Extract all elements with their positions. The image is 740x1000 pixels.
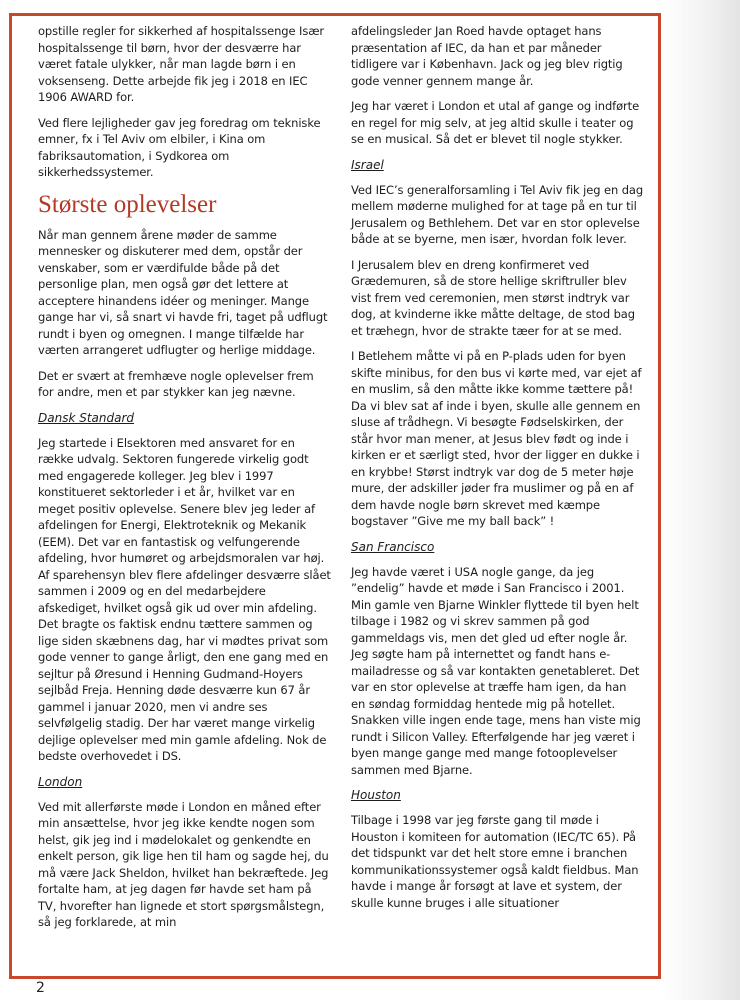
paragraph: Ved IEC’s generalforsamling i Tel Aviv fik jeg en dag mellem møderne mulighed for at tage på en tur til Jerusalem og Bethlehem. Det var en stor oplevelse både at se byerne, men især, hvordan folk lever. (351, 182, 644, 246)
subsection-title-san-francisco: San Francisco (351, 539, 435, 554)
paragraph: Jeg havde været i USA nogle gange, da jeg ”endelig” havde et møde i San Francisco i 2001. Min gamle ven Bjarne Winkler flyttede til byen helt tilbage i 1982 og vi skrev sammen på god gammeldags vis, men det gled ud efter nogle år. Jeg søgte ham på internettet og fandt hans e-mailadresse og så var kontakten genetableret. Det var en stor oplevelse at træffe ham igen, da han en søndag formiddag hentede mig på hotellet. Snakken ville ingen ende tage, mens han viste mig rundt i Silicon Valley. Efterfølgende har jeg været i byen mange gange med mange fotooplevelser sammen med Bjarne. (351, 564, 641, 777)
paragraph: Tilbage i 1998 var jeg første gang til møde i Houston i komiteen for automation (IEC/TC 65). På det tidspunkt var det helt store emne i branchen kommunikationssystemer også kaldt fieldbus. Man havde i mange år forsøgt at lave et system, der skulle kunne bruges i alle situationer (351, 813, 639, 910)
section-heading-storste-oplevelser: Største oplevelser (38, 190, 217, 218)
paragraph: Jeg har været i London et utal af gange og indførte en regel for mig selv, at jeg altid skulle i teater og se en musical. Så det er blevet til nogle stykker. (351, 99, 640, 146)
paragraph: Jeg startede i Elsektoren med ansvaret for en række udvalg. Sektoren fungerede virkelig godt med engagerede kolleger. Jeg blev i 1997 konstitueret sektorleder i et år, hvilket var en meget positiv oplevelse. Senere blev jeg leder af afdelingen for Energi, Elektroteknik og Mekanik (EEM). Det var en fantastisk og velfungerende afdeling, hvor humøret og arbejdsmoralen var høj. Af sparehensyn blev flere afdelinger desværre slået sammen i 2009 og en del medarbejdere afskediget, hvilket også gik ud over min afdeling. Det bragte os faktisk endnu tættere sammen og lige siden skæbnens dag, har vi mødtes privat som gode venner to gange årligt, den ene gang med en sejltur på Øresund i Henning Gudmand-Hoyers sejlbåd Freja. Henning døde desværre kun 67 år gammel i januar 2020, men vi andre ses selvfølgelig stadig. Der har været mange virkelig dejlige oplevelser med min gamle afdeling. Nok de bedste overhovedet i DS. (38, 435, 331, 763)
left-column (38, 23, 331, 972)
subsection-title-houston: Houston (351, 788, 401, 802)
page-border-frame (9, 13, 661, 979)
paragraph: opstille regler for sikkerhed af hospitalssenge Især hospitalssenge til børn, hvor der desværre har været fatale ulykker, når man lagde børn i en voksenseng. Dette arbejde fik jeg i 2018 en IEC 1906 AWARD for. (38, 24, 325, 104)
subsection-title-israel: Israel (351, 157, 384, 172)
paragraph: afdelingsleder Jan Roed havde optaget hans præsentation af IEC, da han et par måneder tidligere var i København. Jack og jeg blev rigtig gode venner gennem mange år. (351, 24, 623, 88)
paragraph: Det er svært at fremhæve nogle oplevelser frem for andre, men et par stykker kan jeg nævne. (38, 368, 314, 399)
paragraph: Når man gennem årene møder de samme mennesker og diskuterer med dem, opstår der venskaber, som er værdifulde både på det personlige plan, men også gør det lettere at acceptere hinandens idéer og meninger. Mange gange har vi, så snart vi havde fri, taget på udflugt rundt i byen og omegnen. I mange tilfælde har værten arrangeret udflugter og herlige middage. (38, 227, 328, 357)
page-edge-shadow (662, 0, 740, 1000)
subsection-title-dansk-standard: Dansk Standard (38, 410, 135, 425)
paragraph: I Betlehem måtte vi på en P-plads uden for byen skifte minibus, for den bus vi kørte med, var ejet af en muslim, så den måtte ikke komme tættere på! Da vi blev sat af inde i byen, skulle alle gennem en sluse af trådhegn. Vi besøgte Fødselskirken, der står hvor man mener, at Jesus blev født og inde i kirken er et særligt sted, hvor der ligger en dukke i en krybbe! Størst indtryk var dog de 5 meter høje mure, der adskiller jøder fra muslimer og på en af dem havde nogle børn skrevet med kæmpe bogstaver ”Give me my ball back” ! (351, 349, 642, 528)
subsection-title-london: London (38, 774, 83, 789)
page-number: 2 (36, 980, 45, 996)
paragraph: Ved flere lejligheder gav jeg foredrag om tekniske emner, fx i Tel Aviv om elbiler, i Kina om fabriksautomation, i Sydkorea om sikkerhedssystemer. (38, 115, 321, 179)
right-column (351, 23, 644, 972)
two-column-layout (12, 16, 658, 976)
paragraph: I Jerusalem blev en dreng konfirmeret ved Grædemuren, så de store hellige skriftruller blev vist frem ved ceremonien, men størst indtryk var dog, at kvinderne ikke måtte deltage, de stod bag et træhegn, hvor de strakte tæer for at se med. (351, 257, 635, 338)
paragraph: Ved mit allerførste møde i London en måned efter min ansættelse, hvor jeg ikke kendte nogen som helst, gik jeg ind i mødelokalet og genkendte en enkelt person, gik lige hen til ham og sagde hej, du må være Jack Sheldon, hvilket han bekræftede. Jeg fortalte ham, at jeg dagen før havde set ham på TV, hvorefter han lignede et stort spørgsmålstegn, så jeg forklarede, at min (38, 799, 329, 929)
